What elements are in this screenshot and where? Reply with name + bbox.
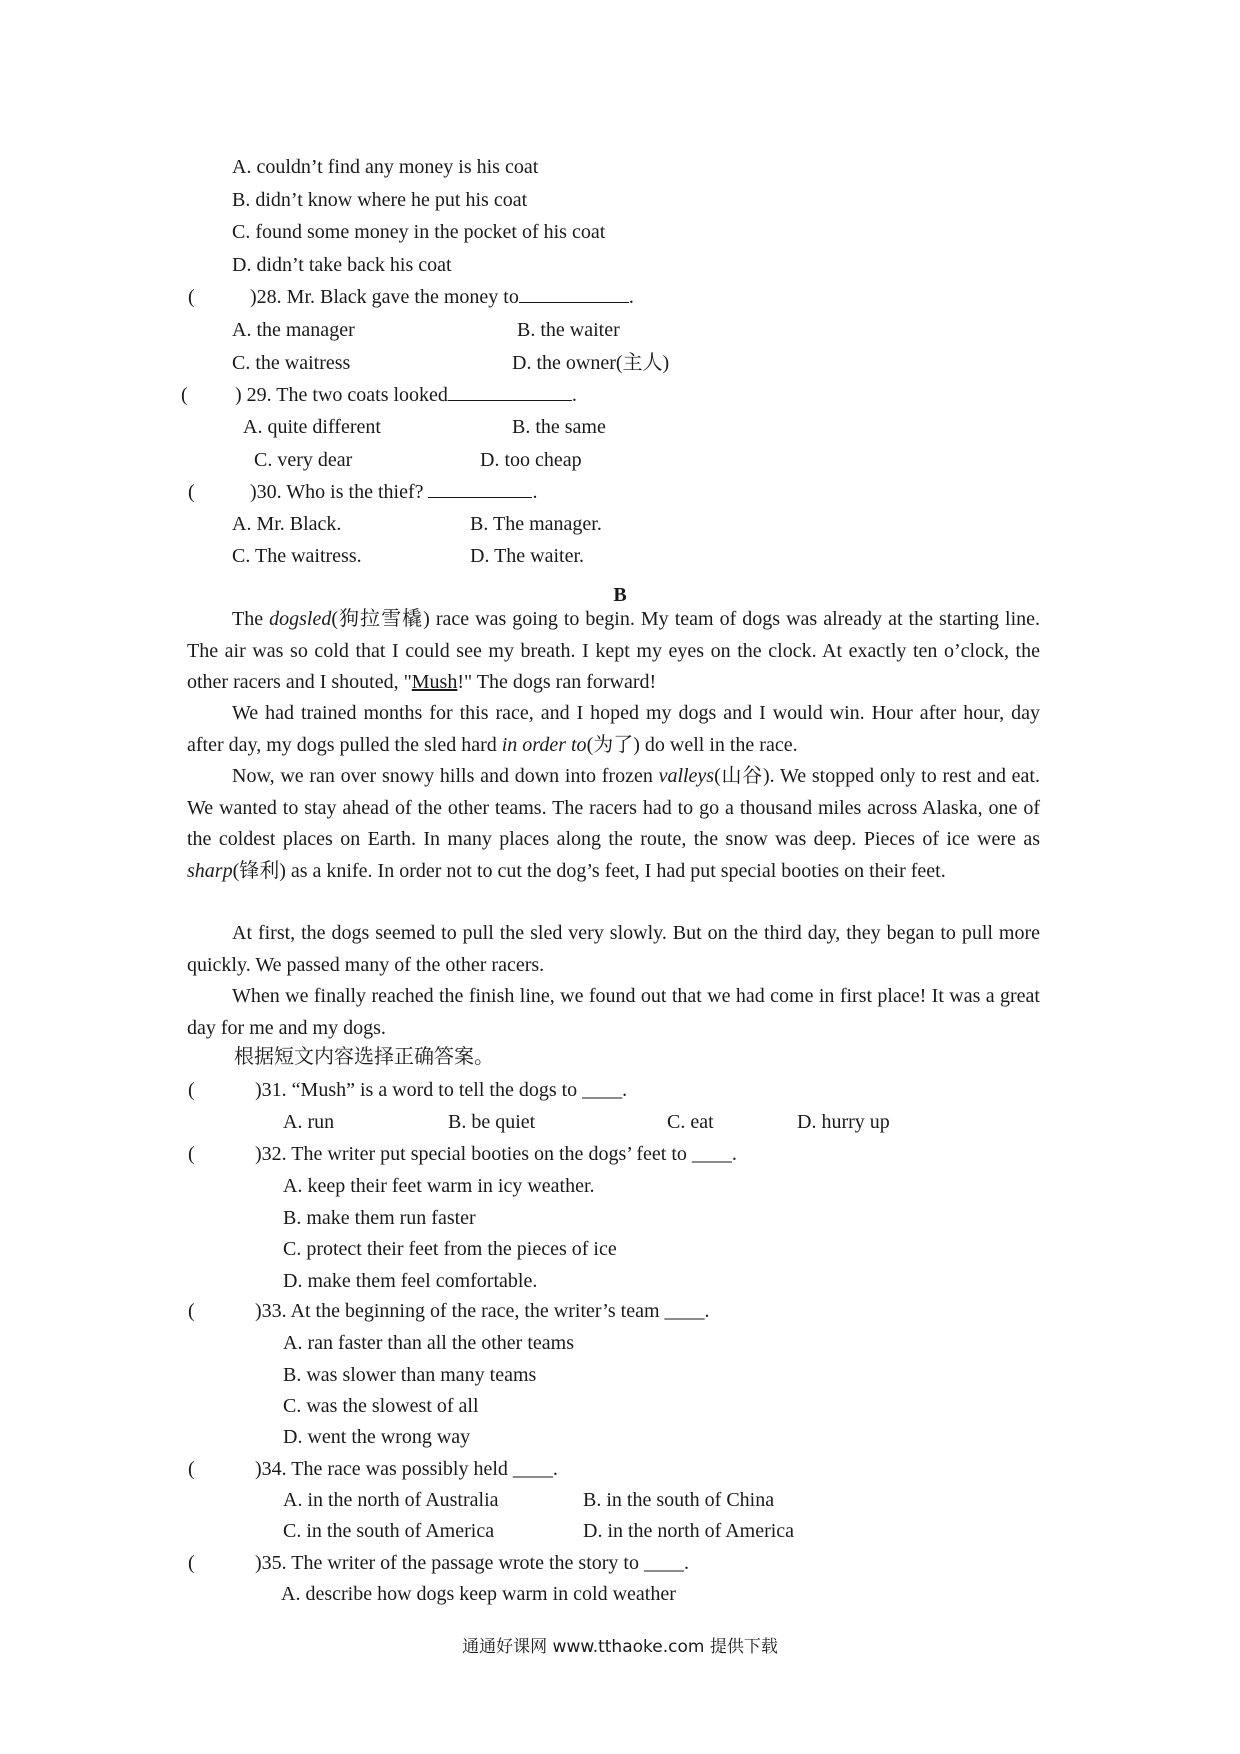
q33-paren: ( [188, 1300, 195, 1322]
q29-option-b: B. the same [512, 416, 606, 438]
q28-stem [250, 284, 634, 310]
passage-paragraph-2 [187, 698, 1040, 761]
q30-stem [250, 479, 537, 505]
q30-option-c: C. The waitress. [232, 545, 362, 567]
p1-term-mush: Mush [411, 671, 458, 693]
p2-text-a: We had trained months for this race, and I hoped my dogs and I would win. Hour after hour, day after day, my dogs pulled the sled hard [187, 702, 1040, 756]
p3-term-sharp: sharp [187, 859, 233, 882]
q31-option-b: B. be quiet [448, 1111, 536, 1133]
q31-paren: ( [188, 1079, 195, 1101]
p3-text-c: (锋利) as a knife. In order not to cut the dog’s feet, I had put special booties on their feet. [232, 859, 946, 882]
q28-option-c: C. the waitress [232, 352, 351, 374]
q30-stem-text: )30. Who is the thief? [250, 481, 424, 503]
instruction-text: 根据短文内容选择正确答案。 [234, 1046, 494, 1068]
q29-stem-end: . [571, 384, 577, 406]
q32-option-c: C. protect their feet from the pieces of ice [283, 1238, 617, 1260]
q35-stem: )35. The writer of the passage wrote the story to ____. [255, 1552, 689, 1574]
q32-stem: )32. The writer put special booties on the dogs’ feet to ____. [255, 1143, 737, 1165]
q29-option-a: A. quite different [243, 416, 381, 438]
q35-paren: ( [188, 1552, 195, 1574]
q28-option-a: A. the manager [232, 319, 355, 341]
passage-paragraph-1 [187, 604, 1040, 699]
q32-option-d: D. make them feel comfortable. [283, 1270, 538, 1292]
q34-option-c: C. in the south of America [283, 1520, 495, 1542]
p3-text-b: (山谷). We stopped only to rest and eat. We wanted to stay ahead of the other teams. The racers had to go a thousand miles across Alaska, one of the coldest places on Earth. In many places along the route, the snow was deep. Pieces of ice were as [187, 765, 1040, 850]
q27-option-c: C. found some money in the pocket of his coat [232, 221, 606, 243]
q31-option-c: C. eat [667, 1111, 714, 1133]
p2-text-b: (为了) do well in the race. [586, 733, 798, 756]
q33-stem: )33. At the beginning of the race, the writer’s team ____. [255, 1300, 710, 1322]
q35-option-a: A. describe how dogs keep warm in cold weather [281, 1583, 676, 1605]
q30-stem-end: . [532, 481, 538, 503]
passage-paragraph-3 [187, 761, 1040, 887]
q28-option-d: D. the owner(主人) [512, 352, 670, 374]
q28-stem-text: )28. Mr. Black gave the money to [250, 286, 519, 308]
q29-option-c: C. very dear [254, 449, 353, 471]
q31-option-d: D. hurry up [797, 1111, 890, 1133]
q27-option-d: D. didn’t take back his coat [232, 254, 452, 276]
q33-option-d: D. went the wrong way [283, 1426, 471, 1448]
q29-option-d: D. too cheap [480, 449, 582, 471]
section-b-title: B [613, 584, 627, 606]
p1-text-a: The [232, 608, 270, 630]
page-footer: 通通好课网 www.tthaoke.com 提供下载 [462, 1637, 778, 1657]
q28-paren: ( [188, 286, 195, 308]
p2-term-in-order-to: in order to [501, 733, 587, 756]
p1-term-dogsled: dogsled [269, 608, 332, 630]
q30-paren: ( [188, 481, 195, 503]
q32-paren: ( [188, 1143, 195, 1165]
q34-option-d: D. in the north of America [583, 1520, 795, 1542]
q33-option-c: C. was the slowest of all [283, 1395, 479, 1417]
q34-stem: )34. The race was possibly held ____. [255, 1458, 558, 1480]
q34-paren: ( [188, 1458, 195, 1480]
p1-text-c: !" The dogs ran forward! [457, 671, 657, 693]
q33-option-b: B. was slower than many teams [283, 1364, 537, 1386]
q28-answer-blank [519, 284, 629, 303]
q32-option-a: A. keep their feet warm in icy weather. [283, 1175, 595, 1197]
q30-option-a: A. Mr. Black. [232, 513, 342, 535]
q30-answer-blank [428, 479, 532, 498]
p1-text-b: (狗拉雪橇) race was going to begin. My team of dogs was already at the starting line. The air was so cold that I could see my breath. I kept my eyes on the clock. At exactly ten o’clock, the other racers and I shouted, " [187, 608, 1041, 693]
q29-stem [235, 382, 577, 408]
passage-paragraph-4: At first, the dogs seemed to pull the sled very slowly. But on the third day, they began to pull more quickly. We passed many of the other racers. [187, 922, 1040, 976]
q29-stem-text: ) 29. The two coats looked [235, 384, 448, 406]
q34-option-a: A. in the north of Australia [283, 1489, 499, 1511]
q34-option-b: B. in the south of China [583, 1489, 775, 1511]
p3-term-valleys: valleys [658, 765, 715, 787]
q30-option-b: B. The manager. [470, 513, 602, 535]
q29-paren: ( [181, 384, 188, 406]
q32-option-b: B. make them run faster [283, 1207, 476, 1229]
q27-option-a: A. couldn’t find any money is his coat [232, 156, 539, 178]
q28-option-b: B. the waiter [517, 319, 620, 341]
q31-option-a: A. run [283, 1111, 335, 1133]
q31-stem: )31. “Mush” is a word to tell the dogs to ____. [255, 1079, 628, 1101]
q27-option-b: B. didn’t know where he put his coat [232, 189, 528, 211]
q29-answer-blank [448, 382, 572, 401]
q30-option-d: D. The waiter. [470, 545, 585, 567]
q28-stem-end: . [628, 286, 634, 308]
passage-paragraph-5: When we finally reached the finish line, we found out that we had come in first place! It was a great day for me and my dogs. [187, 985, 1040, 1039]
q33-option-a: A. ran faster than all the other teams [283, 1332, 574, 1354]
p3-text-a: Now, we ran over snowy hills and down into frozen [232, 765, 659, 787]
